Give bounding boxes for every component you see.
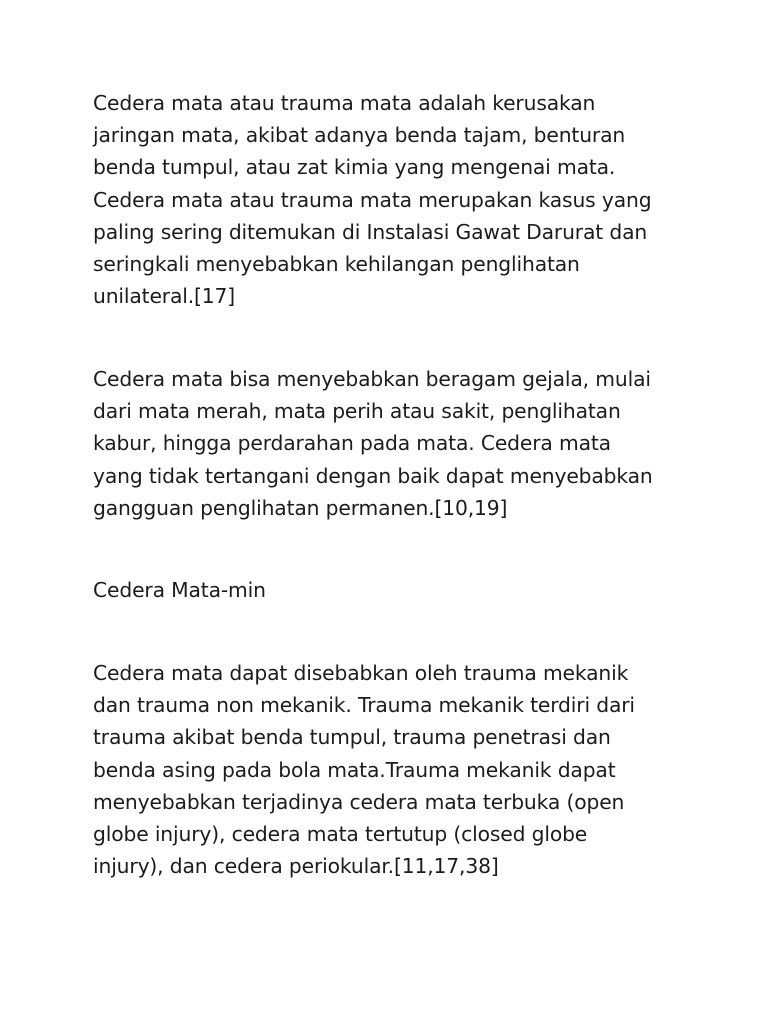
text-line: yang tidak tertangani dengan baik dapat menyebabkan	[93, 463, 653, 488]
text-line: dan trauma non mekanik. Trauma mekanik terdiri dari	[93, 693, 635, 718]
text-line: kabur, hingga perdarahan pada mata. Cedera mata	[93, 431, 611, 456]
text-line: benda tumpul, atau zat kimia yang mengenai mata.	[93, 155, 616, 180]
heading-text: Cedera Mata-min	[93, 578, 266, 602]
text-line: Cedera mata atau trauma mata adalah kerusakan	[93, 91, 596, 115]
text-line: globe injury), cedera mata tertutup (closed globe	[93, 822, 588, 847]
text-line: dari mata merah, mata perih atau sakit, penglihatan	[93, 399, 621, 424]
image-caption-heading	[93, 574, 693, 606]
text-line: injury), dan cedera periokular.[11,17,38]	[93, 854, 499, 879]
text-line: trauma akibat benda tumpul, trauma penetrasi dan	[93, 725, 611, 750]
text-line: unilateral.[17]	[93, 284, 236, 309]
text-line: Cedera mata atau trauma mata merupakan kasus yang	[93, 187, 652, 212]
text-line: gangguan penglihatan permanen.[10,19]	[93, 495, 508, 520]
paragraph-eye-injury-symptoms	[93, 363, 693, 524]
text-line: paling sering ditemukan di Instalasi Gawat Darurat dan	[93, 219, 648, 244]
text-line: benda asing pada bola mata.Trauma mekanik dapat	[93, 757, 616, 782]
text-line: Cedera mata dapat disebabkan oleh trauma mekanik	[93, 661, 629, 685]
text-line: jaringan mata, akibat adanya benda tajam, benturan	[93, 123, 626, 148]
text-line: menyebabkan terjadinya cedera mata terbuka (open	[93, 789, 625, 814]
paragraph-eye-injury-causes	[93, 657, 693, 882]
text-line: Cedera mata bisa menyebabkan beragam gejala, mulai	[93, 367, 651, 391]
text-line: seringkali menyebabkan kehilangan penglihatan	[93, 252, 580, 277]
paragraph-eye-injury-definition	[93, 87, 693, 312]
